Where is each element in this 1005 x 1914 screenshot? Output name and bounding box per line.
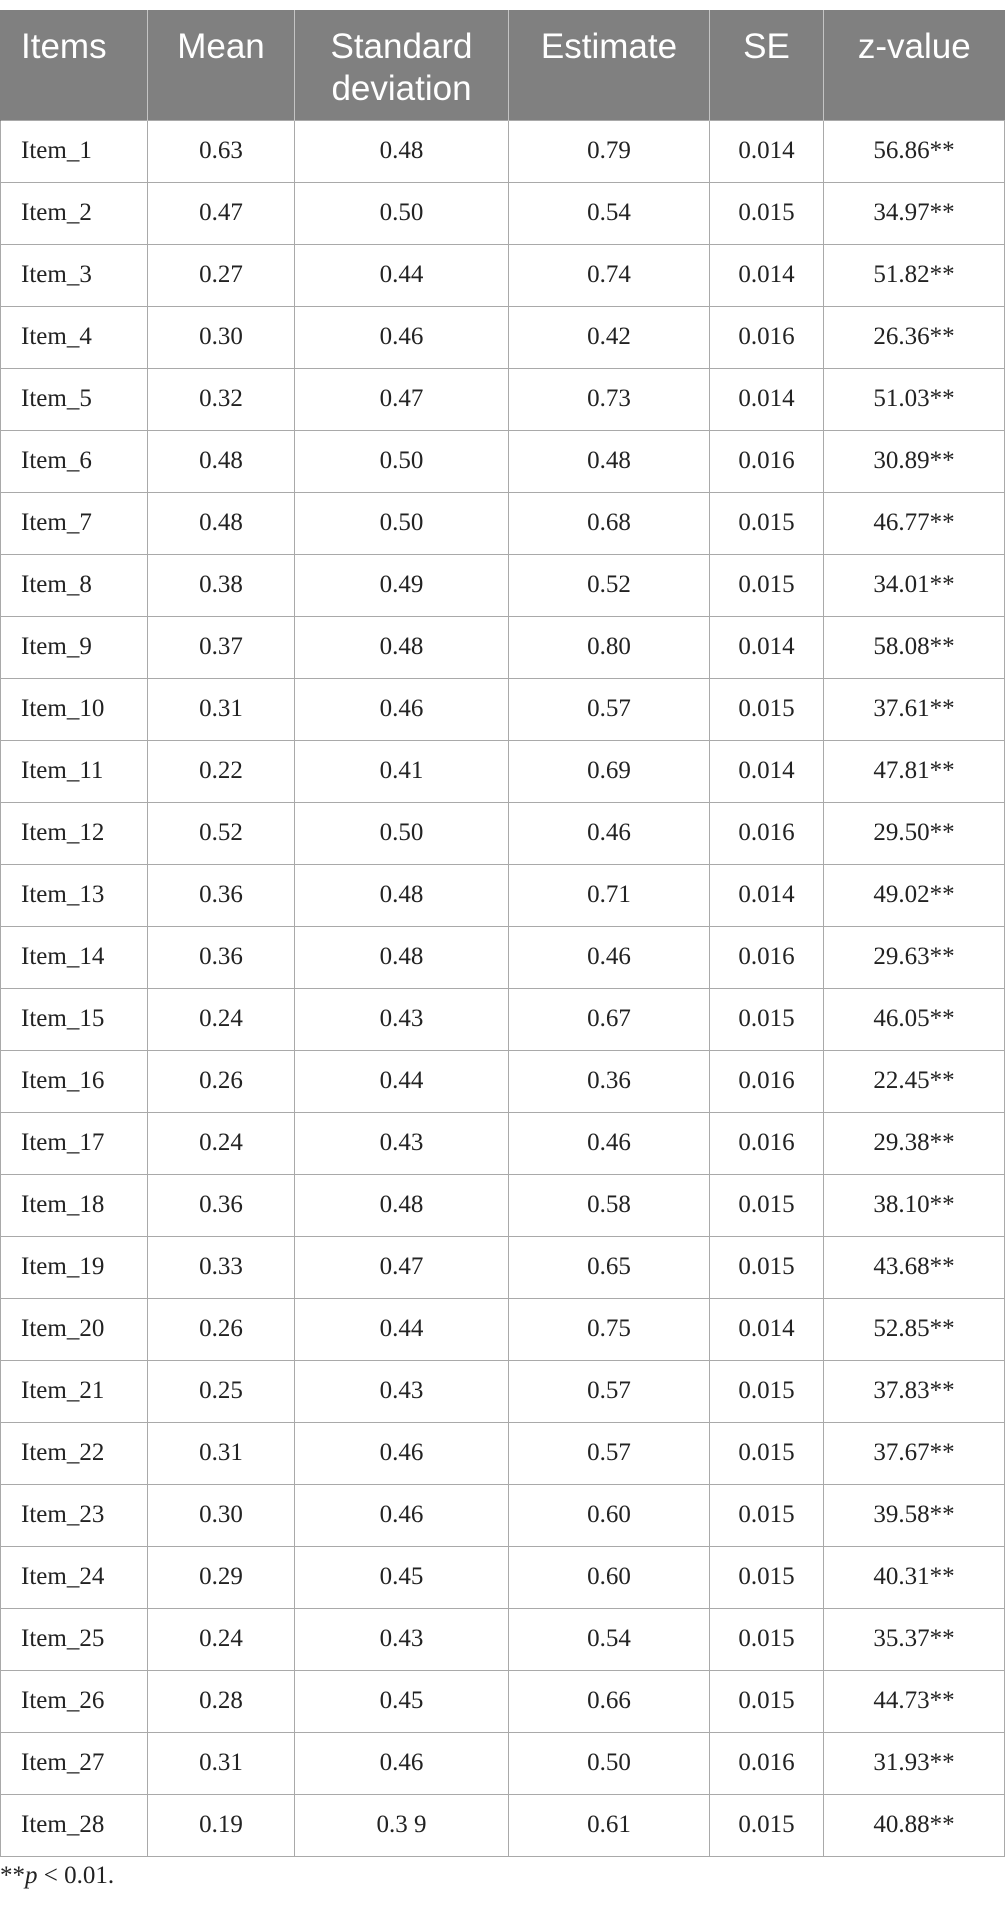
column-header-se bbox=[710, 10, 824, 120]
cell-z-value: 39.58** bbox=[824, 1484, 1005, 1546]
cell-z-value: 38.10** bbox=[824, 1174, 1005, 1236]
table-header bbox=[1, 10, 1005, 120]
cell-estimate: 0.65 bbox=[509, 1236, 710, 1298]
table-row bbox=[1, 1050, 1005, 1112]
cell-mean: 0.26 bbox=[148, 1050, 295, 1112]
cell-mean: 0.24 bbox=[148, 1608, 295, 1670]
cell-se: 0.014 bbox=[710, 120, 824, 182]
table-row bbox=[1, 492, 1005, 554]
cell-se: 0.014 bbox=[710, 1298, 824, 1360]
cell-mean: 0.63 bbox=[148, 120, 295, 182]
table-row bbox=[1, 926, 1005, 988]
table-row bbox=[1, 1484, 1005, 1546]
cell-mean: 0.31 bbox=[148, 1732, 295, 1794]
table-row bbox=[1, 802, 1005, 864]
column-header-z-value bbox=[824, 10, 1005, 120]
cell-standard-deviation: 0.49 bbox=[295, 554, 509, 616]
column-header-label: SE bbox=[743, 27, 790, 66]
cell-se: 0.014 bbox=[710, 244, 824, 306]
cell-z-value: 40.31** bbox=[824, 1546, 1005, 1608]
cell-estimate: 0.57 bbox=[509, 678, 710, 740]
cell-item: Item_10 bbox=[1, 678, 148, 740]
cell-se: 0.015 bbox=[710, 678, 824, 740]
cell-z-value: 37.61** bbox=[824, 678, 1005, 740]
cell-standard-deviation: 0.46 bbox=[295, 678, 509, 740]
cell-item: Item_11 bbox=[1, 740, 148, 802]
cell-standard-deviation: 0.48 bbox=[295, 864, 509, 926]
table-row bbox=[1, 740, 1005, 802]
cell-standard-deviation: 0.50 bbox=[295, 802, 509, 864]
table-row bbox=[1, 368, 1005, 430]
cell-standard-deviation: 0.48 bbox=[295, 926, 509, 988]
cell-se: 0.015 bbox=[710, 1236, 824, 1298]
table-row bbox=[1, 120, 1005, 182]
cell-standard-deviation: 0.48 bbox=[295, 1174, 509, 1236]
table-row bbox=[1, 678, 1005, 740]
table-row bbox=[1, 1608, 1005, 1670]
cell-standard-deviation: 0.41 bbox=[295, 740, 509, 802]
cell-mean: 0.27 bbox=[148, 244, 295, 306]
cell-mean: 0.31 bbox=[148, 1422, 295, 1484]
column-header-mean bbox=[148, 10, 295, 120]
cell-z-value: 34.01** bbox=[824, 554, 1005, 616]
table-row bbox=[1, 306, 1005, 368]
cell-se: 0.015 bbox=[710, 1422, 824, 1484]
cell-estimate: 0.36 bbox=[509, 1050, 710, 1112]
cell-z-value: 51.03** bbox=[824, 368, 1005, 430]
cell-item: Item_14 bbox=[1, 926, 148, 988]
cell-estimate: 0.61 bbox=[509, 1794, 710, 1856]
table-row bbox=[1, 1422, 1005, 1484]
cell-se: 0.015 bbox=[710, 1360, 824, 1422]
cell-z-value: 29.63** bbox=[824, 926, 1005, 988]
footnote-text: < 0.01. bbox=[37, 1862, 115, 1889]
cell-mean: 0.25 bbox=[148, 1360, 295, 1422]
cell-item: Item_4 bbox=[1, 306, 148, 368]
cell-z-value: 46.05** bbox=[824, 988, 1005, 1050]
cell-standard-deviation: 0.46 bbox=[295, 1484, 509, 1546]
cell-mean: 0.26 bbox=[148, 1298, 295, 1360]
cell-estimate: 0.52 bbox=[509, 554, 710, 616]
cell-standard-deviation: 0.50 bbox=[295, 430, 509, 492]
cell-z-value: 29.38** bbox=[824, 1112, 1005, 1174]
cell-estimate: 0.80 bbox=[509, 616, 710, 678]
cell-z-value: 43.68** bbox=[824, 1236, 1005, 1298]
table-row bbox=[1, 988, 1005, 1050]
cell-item: Item_17 bbox=[1, 1112, 148, 1174]
cell-se: 0.014 bbox=[710, 616, 824, 678]
cell-se: 0.016 bbox=[710, 430, 824, 492]
cell-z-value: 26.36** bbox=[824, 306, 1005, 368]
cell-se: 0.016 bbox=[710, 926, 824, 988]
cell-item: Item_9 bbox=[1, 616, 148, 678]
table-row bbox=[1, 1112, 1005, 1174]
cell-estimate: 0.48 bbox=[509, 430, 710, 492]
cell-standard-deviation: 0.43 bbox=[295, 1608, 509, 1670]
cell-estimate: 0.57 bbox=[509, 1360, 710, 1422]
cell-item: Item_7 bbox=[1, 492, 148, 554]
cell-z-value: 49.02** bbox=[824, 864, 1005, 926]
cell-z-value: 35.37** bbox=[824, 1608, 1005, 1670]
cell-mean: 0.24 bbox=[148, 1112, 295, 1174]
cell-standard-deviation: 0.44 bbox=[295, 244, 509, 306]
cell-item: Item_25 bbox=[1, 1608, 148, 1670]
cell-z-value: 29.50** bbox=[824, 802, 1005, 864]
cell-item: Item_1 bbox=[1, 120, 148, 182]
cell-z-value: 46.77** bbox=[824, 492, 1005, 554]
table-row bbox=[1, 864, 1005, 926]
cell-estimate: 0.60 bbox=[509, 1546, 710, 1608]
table-container bbox=[0, 10, 1005, 1857]
cell-estimate: 0.75 bbox=[509, 1298, 710, 1360]
cell-se: 0.015 bbox=[710, 1794, 824, 1856]
table-row bbox=[1, 1236, 1005, 1298]
table-body bbox=[1, 120, 1005, 1856]
cell-se: 0.016 bbox=[710, 1112, 824, 1174]
cell-mean: 0.37 bbox=[148, 616, 295, 678]
table-footnote bbox=[0, 1862, 114, 1890]
cell-estimate: 0.60 bbox=[509, 1484, 710, 1546]
column-header-items bbox=[1, 10, 148, 120]
cell-z-value: 58.08** bbox=[824, 616, 1005, 678]
cell-mean: 0.22 bbox=[148, 740, 295, 802]
cell-mean: 0.38 bbox=[148, 554, 295, 616]
cell-mean: 0.32 bbox=[148, 368, 295, 430]
column-header-standard-deviation bbox=[295, 10, 509, 120]
cell-item: Item_28 bbox=[1, 1794, 148, 1856]
cell-standard-deviation: 0.3 9 bbox=[295, 1794, 509, 1856]
cell-estimate: 0.58 bbox=[509, 1174, 710, 1236]
cell-se: 0.015 bbox=[710, 182, 824, 244]
cell-z-value: 37.83** bbox=[824, 1360, 1005, 1422]
cell-se: 0.016 bbox=[710, 306, 824, 368]
cell-mean: 0.33 bbox=[148, 1236, 295, 1298]
cell-mean: 0.48 bbox=[148, 492, 295, 554]
cell-standard-deviation: 0.48 bbox=[295, 120, 509, 182]
cell-mean: 0.28 bbox=[148, 1670, 295, 1732]
cell-estimate: 0.46 bbox=[509, 802, 710, 864]
cell-standard-deviation: 0.46 bbox=[295, 1422, 509, 1484]
cell-estimate: 0.79 bbox=[509, 120, 710, 182]
footnote-marker: ** bbox=[0, 1862, 25, 1889]
cell-z-value: 37.67** bbox=[824, 1422, 1005, 1484]
cell-se: 0.016 bbox=[710, 1050, 824, 1112]
cell-item: Item_19 bbox=[1, 1236, 148, 1298]
cell-estimate: 0.46 bbox=[509, 926, 710, 988]
cell-item: Item_13 bbox=[1, 864, 148, 926]
cell-mean: 0.52 bbox=[148, 802, 295, 864]
cell-estimate: 0.67 bbox=[509, 988, 710, 1050]
cell-estimate: 0.68 bbox=[509, 492, 710, 554]
table-row bbox=[1, 1174, 1005, 1236]
cell-z-value: 44.73** bbox=[824, 1670, 1005, 1732]
cell-item: Item_6 bbox=[1, 430, 148, 492]
cell-estimate: 0.66 bbox=[509, 1670, 710, 1732]
column-header-label: Estimate bbox=[540, 27, 678, 66]
cell-se: 0.015 bbox=[710, 492, 824, 554]
cell-z-value: 52.85** bbox=[824, 1298, 1005, 1360]
cell-standard-deviation: 0.43 bbox=[295, 1360, 509, 1422]
table-row bbox=[1, 1298, 1005, 1360]
table-row bbox=[1, 182, 1005, 244]
table-row bbox=[1, 1546, 1005, 1608]
footnote-variable: p bbox=[25, 1862, 38, 1889]
cell-estimate: 0.73 bbox=[509, 368, 710, 430]
table-row bbox=[1, 616, 1005, 678]
table-row bbox=[1, 554, 1005, 616]
cell-se: 0.015 bbox=[710, 1546, 824, 1608]
cell-z-value: 22.45** bbox=[824, 1050, 1005, 1112]
cell-se: 0.015 bbox=[710, 1484, 824, 1546]
cell-standard-deviation: 0.50 bbox=[295, 182, 509, 244]
column-header-label: Mean bbox=[177, 27, 265, 66]
cell-standard-deviation: 0.43 bbox=[295, 1112, 509, 1174]
column-header-label: Items bbox=[21, 27, 107, 66]
cell-z-value: 56.86** bbox=[824, 120, 1005, 182]
cell-z-value: 30.89** bbox=[824, 430, 1005, 492]
table-row bbox=[1, 1794, 1005, 1856]
cell-se: 0.015 bbox=[710, 988, 824, 1050]
cell-item: Item_12 bbox=[1, 802, 148, 864]
cell-se: 0.015 bbox=[710, 1174, 824, 1236]
cell-standard-deviation: 0.46 bbox=[295, 306, 509, 368]
cell-estimate: 0.74 bbox=[509, 244, 710, 306]
cell-item: Item_5 bbox=[1, 368, 148, 430]
cell-mean: 0.47 bbox=[148, 182, 295, 244]
cell-se: 0.016 bbox=[710, 1732, 824, 1794]
cell-z-value: 31.93** bbox=[824, 1732, 1005, 1794]
cell-item: Item_23 bbox=[1, 1484, 148, 1546]
cell-mean: 0.36 bbox=[148, 926, 295, 988]
cell-item: Item_15 bbox=[1, 988, 148, 1050]
cell-item: Item_26 bbox=[1, 1670, 148, 1732]
cell-mean: 0.36 bbox=[148, 864, 295, 926]
column-header-estimate bbox=[509, 10, 710, 120]
cell-estimate: 0.50 bbox=[509, 1732, 710, 1794]
cell-standard-deviation: 0.47 bbox=[295, 368, 509, 430]
cell-mean: 0.19 bbox=[148, 1794, 295, 1856]
cell-z-value: 34.97** bbox=[824, 182, 1005, 244]
cell-mean: 0.31 bbox=[148, 678, 295, 740]
column-header-label: Standard deviation bbox=[330, 27, 473, 108]
cell-item: Item_21 bbox=[1, 1360, 148, 1422]
cell-estimate: 0.69 bbox=[509, 740, 710, 802]
cell-item: Item_22 bbox=[1, 1422, 148, 1484]
cell-se: 0.014 bbox=[710, 864, 824, 926]
cell-standard-deviation: 0.45 bbox=[295, 1670, 509, 1732]
cell-mean: 0.24 bbox=[148, 988, 295, 1050]
cell-standard-deviation: 0.45 bbox=[295, 1546, 509, 1608]
cell-estimate: 0.46 bbox=[509, 1112, 710, 1174]
cell-item: Item_27 bbox=[1, 1732, 148, 1794]
table-row bbox=[1, 244, 1005, 306]
cell-z-value: 47.81** bbox=[824, 740, 1005, 802]
item-statistics-table bbox=[0, 10, 1005, 1857]
cell-item: Item_18 bbox=[1, 1174, 148, 1236]
cell-item: Item_3 bbox=[1, 244, 148, 306]
cell-mean: 0.30 bbox=[148, 1484, 295, 1546]
cell-estimate: 0.54 bbox=[509, 182, 710, 244]
cell-standard-deviation: 0.48 bbox=[295, 616, 509, 678]
cell-standard-deviation: 0.44 bbox=[295, 1050, 509, 1112]
table-row bbox=[1, 1360, 1005, 1422]
cell-item: Item_2 bbox=[1, 182, 148, 244]
cell-z-value: 40.88** bbox=[824, 1794, 1005, 1856]
cell-se: 0.016 bbox=[710, 802, 824, 864]
cell-standard-deviation: 0.43 bbox=[295, 988, 509, 1050]
table-row bbox=[1, 1670, 1005, 1732]
header-row bbox=[1, 10, 1005, 120]
cell-z-value: 51.82** bbox=[824, 244, 1005, 306]
cell-item: Item_16 bbox=[1, 1050, 148, 1112]
cell-standard-deviation: 0.46 bbox=[295, 1732, 509, 1794]
cell-se: 0.015 bbox=[710, 554, 824, 616]
table-row bbox=[1, 430, 1005, 492]
cell-item: Item_24 bbox=[1, 1546, 148, 1608]
cell-item: Item_20 bbox=[1, 1298, 148, 1360]
cell-estimate: 0.71 bbox=[509, 864, 710, 926]
cell-se: 0.014 bbox=[710, 740, 824, 802]
cell-mean: 0.48 bbox=[148, 430, 295, 492]
cell-se: 0.015 bbox=[710, 1670, 824, 1732]
cell-mean: 0.29 bbox=[148, 1546, 295, 1608]
cell-standard-deviation: 0.47 bbox=[295, 1236, 509, 1298]
cell-estimate: 0.57 bbox=[509, 1422, 710, 1484]
cell-standard-deviation: 0.44 bbox=[295, 1298, 509, 1360]
cell-estimate: 0.42 bbox=[509, 306, 710, 368]
column-header-label: z-value bbox=[857, 27, 971, 66]
cell-item: Item_8 bbox=[1, 554, 148, 616]
cell-se: 0.015 bbox=[710, 1608, 824, 1670]
cell-mean: 0.30 bbox=[148, 306, 295, 368]
cell-standard-deviation: 0.50 bbox=[295, 492, 509, 554]
table-row bbox=[1, 1732, 1005, 1794]
cell-estimate: 0.54 bbox=[509, 1608, 710, 1670]
cell-se: 0.014 bbox=[710, 368, 824, 430]
cell-mean: 0.36 bbox=[148, 1174, 295, 1236]
